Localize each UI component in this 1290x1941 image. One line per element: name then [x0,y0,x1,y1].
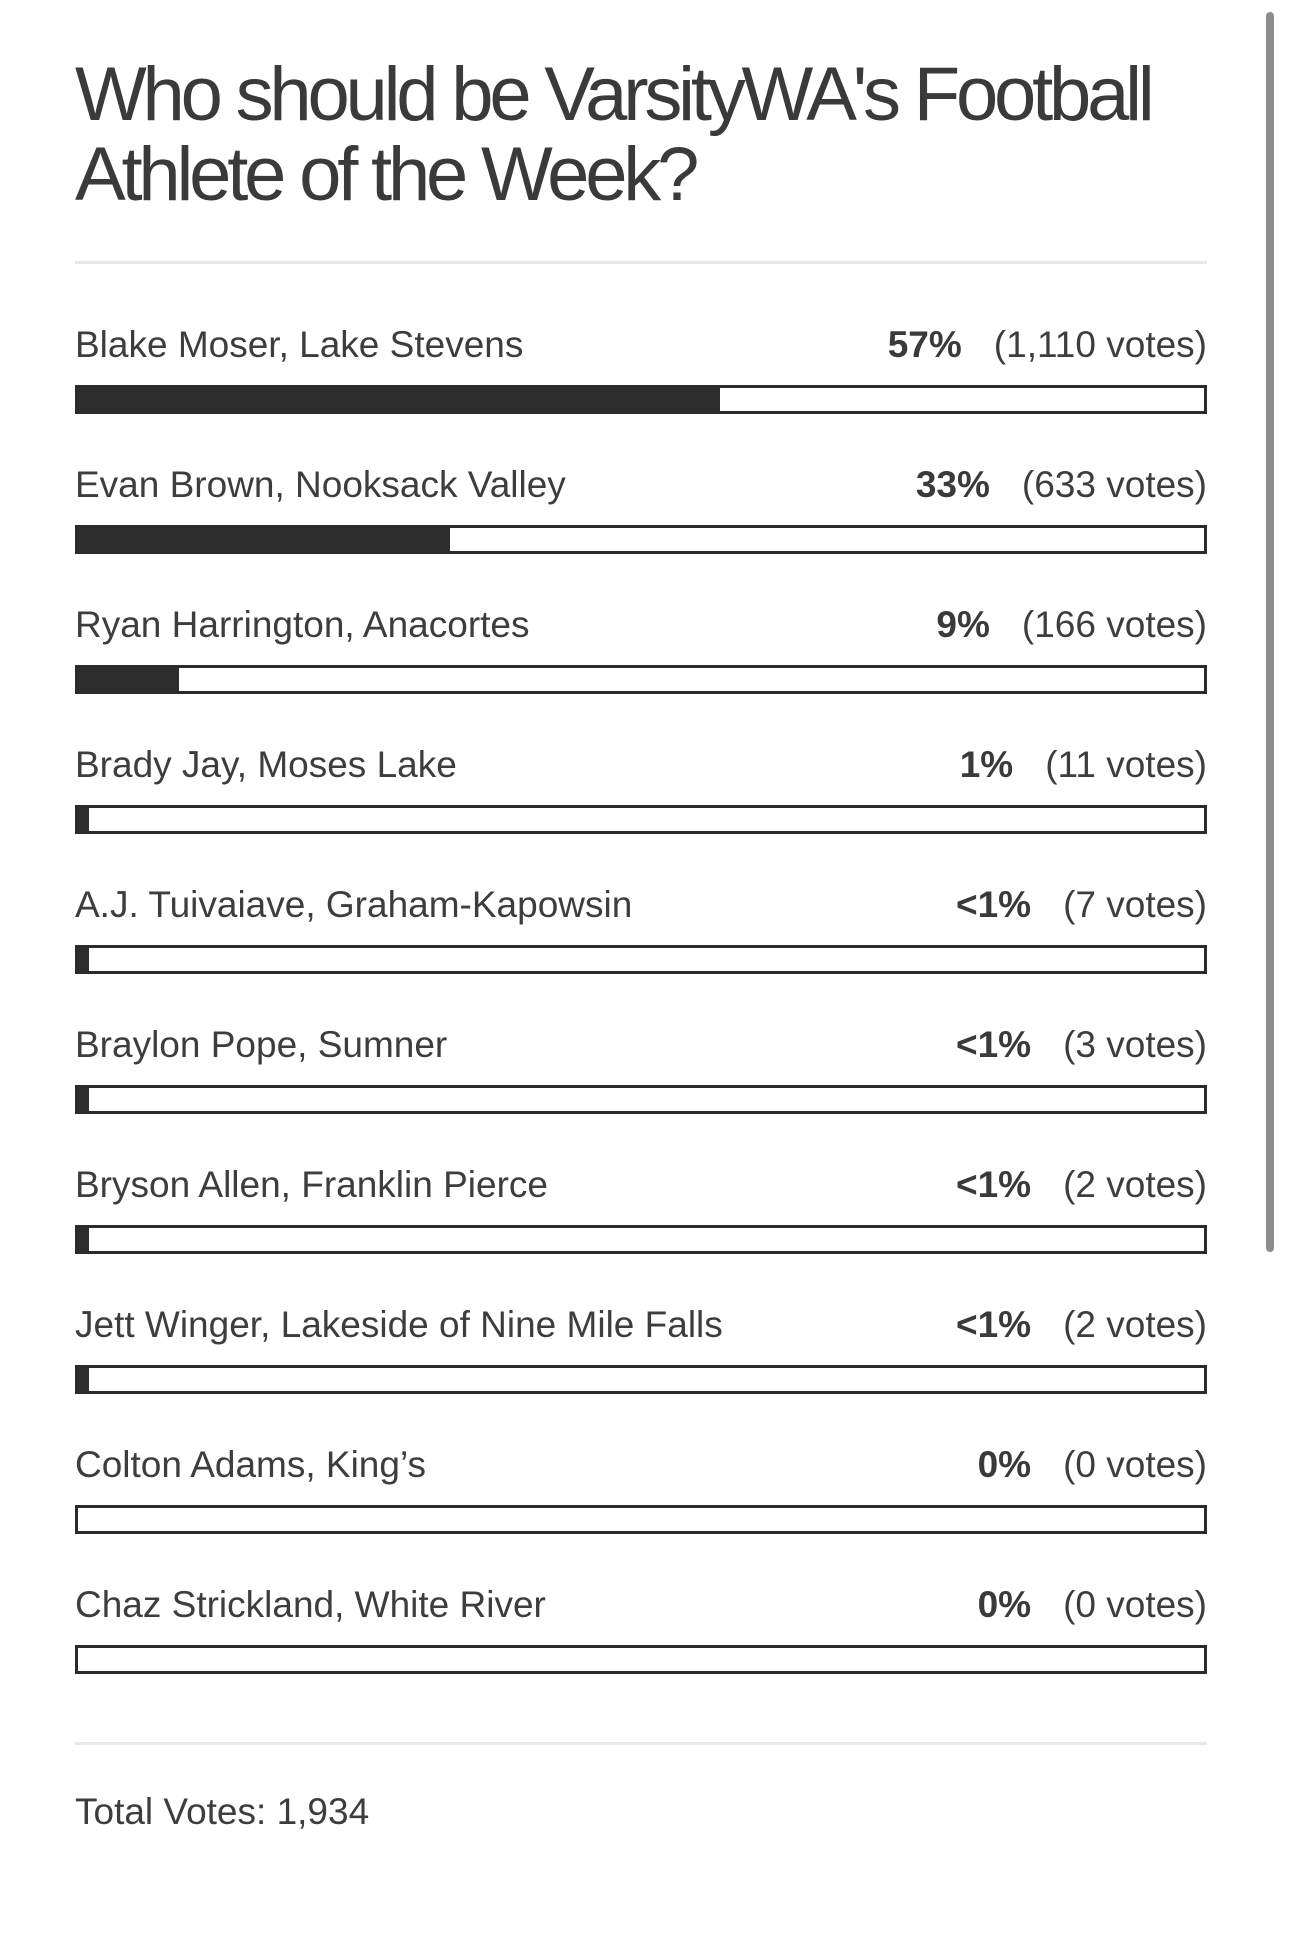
scrollbar[interactable] [1266,12,1274,1252]
result-bar-fill [78,528,450,551]
option-stats [960,740,1207,790]
option-votes: (166 votes) [1021,604,1207,645]
option-name: A.J. Tuivaiave, Graham-Kapowsin [75,884,633,925]
option-row [75,320,1207,370]
title-divider [75,261,1207,264]
poll-option[interactable] [75,1300,1207,1440]
poll-options [75,320,1207,1720]
result-bar-fill [78,1368,89,1391]
option-stats [936,600,1207,650]
option-stats [956,1020,1207,1070]
option-stats [888,320,1207,370]
result-bar-fill [78,1228,89,1251]
poll-option[interactable] [75,1440,1207,1580]
option-votes: (2 votes) [1063,1304,1207,1345]
option-votes: (1,110 votes) [993,324,1207,365]
total-votes: Total Votes: 1,934 [75,1791,370,1832]
option-percent: 9% [936,604,990,645]
option-percent: <1% [955,1024,1032,1065]
option-name: Jett Winger, Lakeside of Nine Mile Falls [75,1304,723,1345]
poll-option[interactable] [75,320,1207,460]
option-row [75,460,1207,510]
option-votes: (0 votes) [1063,1584,1207,1625]
poll-option[interactable] [75,1020,1207,1160]
poll-option[interactable] [75,1160,1207,1300]
total-divider [75,1742,1207,1745]
result-bar [75,665,1207,694]
option-row [75,1160,1207,1210]
option-percent: 0% [977,1444,1032,1485]
option-votes: (7 votes) [1063,884,1207,925]
result-bar-fill [78,808,89,831]
option-votes: (633 votes) [1021,464,1207,505]
result-bar [75,1365,1207,1394]
option-percent: 1% [959,744,1014,785]
option-stats [916,460,1207,510]
option-row [75,1440,1207,1490]
option-percent: <1% [955,1304,1032,1345]
poll-title: Who should be VarsityWA's Football Athlete of the Week? [75,52,1151,217]
option-name: Bryson Allen, Franklin Pierce [75,1164,548,1205]
option-votes: (3 votes) [1063,1024,1207,1065]
result-bar [75,945,1207,974]
option-percent: <1% [955,884,1032,925]
option-name: Ryan Harrington, Anacortes [75,604,530,645]
poll-option[interactable] [75,1580,1207,1720]
option-stats [978,1440,1207,1490]
result-bar [75,385,1207,414]
poll-option[interactable] [75,460,1207,600]
option-percent: 0% [977,1584,1032,1625]
option-row [75,1580,1207,1630]
option-votes: (11 votes) [1045,744,1207,785]
option-votes: (0 votes) [1063,1444,1207,1485]
option-percent: <1% [955,1164,1032,1205]
result-bar [75,805,1207,834]
option-stats [956,1300,1207,1350]
option-row [75,880,1207,930]
poll-option[interactable] [75,740,1207,880]
poll-option[interactable] [75,600,1207,740]
option-stats [978,1580,1207,1630]
result-bar [75,1225,1207,1254]
result-bar [75,1505,1207,1534]
result-bar [75,525,1207,554]
option-name: Braylon Pope, Sumner [75,1024,448,1065]
poll-option[interactable] [75,880,1207,1020]
option-votes: (2 votes) [1063,1164,1207,1205]
option-name: Colton Adams, King’s [75,1444,427,1485]
option-row [75,600,1207,650]
option-stats [956,1160,1207,1210]
result-bar-fill [78,1088,89,1111]
option-name: Brady Jay, Moses Lake [75,744,457,785]
result-bar-fill [78,388,720,411]
option-row [75,1020,1207,1070]
option-name: Evan Brown, Nooksack Valley [75,464,566,505]
result-bar-fill [78,668,179,691]
option-name: Chaz Strickland, White River [75,1584,546,1625]
option-name: Blake Moser, Lake Stevens [75,324,524,365]
option-percent: 57% [887,324,962,365]
result-bar [75,1645,1207,1674]
option-row [75,1300,1207,1350]
option-percent: 33% [915,464,990,505]
result-bar-fill [78,948,89,971]
option-row [75,740,1207,790]
result-bar [75,1085,1207,1114]
option-stats [956,880,1207,930]
